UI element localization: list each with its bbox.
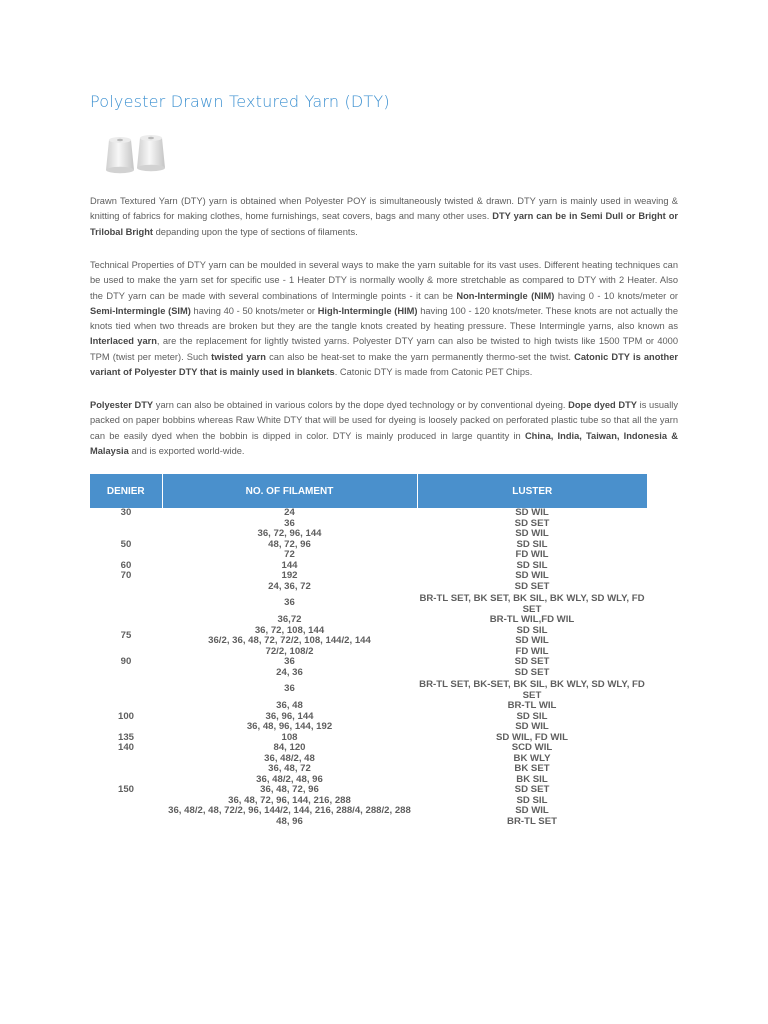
filament-cell: 108 [281,731,298,743]
luster-cell: SD WIL, FD WIL [496,731,568,743]
filament-cell: 36, 72, 96, 144 [257,528,322,539]
text-run: . Catonic DTY is made from Catonic PET Chips. [334,367,533,378]
filament-cell: 72 [284,549,295,560]
header-no-of-filament: NO. OF FILAMENT [162,474,417,508]
denier-cell: 75 [120,629,132,641]
table-row [90,582,647,593]
text-run: and is exported world-wide. [128,445,245,456]
text-run: having 40 - 50 knots/meter or [190,305,318,316]
denier-cell: 50 [120,538,132,550]
luster-cell: SD SET [514,784,550,795]
luster-cell: SD SET [514,656,550,667]
table-row [90,508,647,519]
luster-cell: FD WIL [515,645,549,657]
luster-cell: SD SIL [516,624,548,636]
luster-cell: SD SIL [516,794,548,806]
luster-cell: BR-TL WIL,FD WIL [489,614,575,625]
technical-properties-paragraph [90,258,678,380]
bold-text-run: China, India, Taiwan, Indonesia & Malaysia [90,430,678,456]
filament-cell: 36, 48, 72, 96, 144, 216, 288 [228,794,351,806]
yarn-cone-right [137,135,165,171]
intro-paragraph [90,194,678,240]
filament-cell: 84, 120 [273,742,306,753]
luster-cell: SCD WIL [511,742,553,753]
table-row [90,636,647,647]
table-row [90,722,647,733]
filament-cell: 36, 72, 108, 144 [254,624,325,636]
text-run: Technical Properties of DTY yarn can be moulded in several ways to make the yarn suitable for its vast uses. Different heating techniques can be used to make the yarn set for specific use - 1 Heater DTY is normally woolly & more stretchable as compared to DTY with 2 Heater. Also the DTY yarn can be made with several combinations of Intermingle points - it can be [90,260,678,301]
luster-cell: BR-TL WIL [507,700,557,711]
yarn-cone-left [106,137,134,173]
text-run: , are the replacement for lightly twisted yarns. Polyester DTY yarn can also be twisted to high twists like 1500 TPM or 4000 TPM (twist per meter). Such [90,336,678,362]
text-run: having 0 - 10 knots/meter or [554,290,679,301]
denier-cell: 140 [117,742,134,753]
table-row [90,529,647,540]
denier-cell: 30 [120,507,132,518]
text-run: having 100 - 120 knots/meter. These knots are not actually the knots tied when two threads are broken but they are the tangle knots created by heating pressure. These Intermingle yarns, also known as [90,305,679,332]
denier-cell: 150 [117,784,134,795]
text-run: Drawn Textured Yarn (DTY) yarn is obtained when Polyester POY is simultaneously twisted & drawn. DTY yarn is mainly used in weaving & knitting of fabrics for making clothes, home furnishings, seat covers, bags and many other uses. [90,196,678,222]
luster-cell: SD WIL [515,528,549,539]
table-row [90,806,647,817]
filament-cell: 36, 48, 96, 144, 192 [246,721,333,732]
page-title: Polyester Drawn Textured Yarn (DTY) [90,92,390,111]
table-header-row [90,474,647,508]
table-row [90,647,647,658]
header-luster: LUSTER [417,474,647,508]
bold-text-run: Non-Intermingle (NIM) [456,290,555,301]
text-run: can also be heat-set to make the yarn permanently thermo-set the twist. [265,351,575,362]
denier-cell: 135 [117,731,134,743]
text-run: depanding upon the type of sections of filaments. [153,226,358,237]
filament-cell: 72/2, 108/2 [265,645,314,657]
filament-cell: 36, 48, 72, 96 [260,784,319,795]
denier-cell: 70 [120,570,132,581]
header-denier: DENIER [90,474,162,508]
table-row [90,743,647,754]
table-row [90,817,647,828]
filament-cell: 192 [281,570,298,581]
table-row [90,550,647,561]
table-row [90,775,647,786]
luster-cell: BK SIL [516,773,548,785]
bold-text-run: Interlaced yarn [90,336,157,347]
colors-production-paragraph [90,398,678,459]
luster-cell: BK WLY [513,752,551,764]
luster-cell: SD WIL [515,570,549,581]
yarn-cones-image [104,130,168,176]
text-run: yarn can also be obtained in various colors by the dope dyed technology or by conventional dyeing. [153,400,569,410]
table-body [90,508,647,827]
table-row [90,678,647,701]
filament-cell: 36,72 [277,614,302,625]
luster-cell: SD SET [514,666,550,678]
table-row [90,561,647,572]
luster-cell: SD SIL [516,710,548,722]
filament-cell: 24, 36, 72 [268,580,311,592]
filament-cell: 24, 36 [276,666,303,678]
filament-cell: 36, 48/2, 48 [264,752,315,764]
luster-cell: BR-TL SET, BK SET, BK SIL, BK WLY, SD WLY, FD SET [419,593,645,615]
table-row [90,571,647,582]
luster-cell: SD SIL [516,538,548,550]
text-run: is usually packed on paper bobbins whereas Raw White DTY that will be used for dyeing is loosely packed on perforated plastic tube so that all the yarn can be easily dyed when the bobbin is dipped in color. DTY is mainly produced in large quantity in [90,400,678,441]
luster-cell: BR-TL SET, BK-SET, BK SIL, BK WLY, SD WLY, FD SET [419,679,645,701]
denier-cell: 100 [117,710,134,722]
filament-cell: 36, 48/2, 48, 96 [256,773,323,785]
bold-text-run: DTY yarn can be in Semi Dull or Bright or Trilobal Bright [90,211,678,237]
luster-cell: SD WIL [515,805,549,816]
luster-cell: SD WIL [515,635,549,646]
table-row [90,701,647,712]
table-row [90,712,647,723]
filament-cell: 36, 48/2, 48, 72/2, 96, 144/2, 144, 216, 288/4, 288/2, 288 [168,805,411,816]
table-row [90,519,647,530]
bold-text-run: High-Intermingle (HIM) [317,305,418,316]
dty-spec-table [90,474,647,827]
filament-cell: 36 [284,597,295,609]
table-row [90,733,647,744]
bold-text-run: Polyester DTY [90,400,154,410]
luster-cell: SD WIL [515,721,549,732]
table-row [90,764,647,775]
bold-text-run: Dope dyed DTY [568,400,637,410]
filament-cell: 36, 48, 72 [268,763,311,774]
luster-cell: SD SIL [516,559,548,571]
filament-cell: 144 [281,559,298,571]
table-row [90,540,647,551]
table-row [90,615,647,626]
filament-cell: 36, 96, 144 [265,710,314,722]
bold-text-run: Catonic DTY is another variant of Polyester DTY that is mainly used in blankets [90,351,678,378]
bold-text-run: twisted yarn [211,351,266,362]
luster-cell: BK SET [514,763,550,774]
table-row [90,785,647,796]
table-row [90,668,647,679]
luster-cell: FD WIL [515,549,549,560]
filament-cell: 36, 48 [276,700,303,711]
filament-cell: 24 [284,507,295,518]
luster-cell: SD SET [514,580,550,592]
bold-text-run: Semi-Intermingle (SIM) [90,305,191,316]
luster-cell: SD SET [514,517,550,529]
filament-cell: 36 [284,517,295,529]
luster-cell: SD WIL [515,507,549,518]
filament-cell: 48, 96 [276,815,303,827]
table-row [90,657,647,668]
denier-cell: 90 [120,656,132,667]
filament-cell: 36 [284,683,295,695]
table-row [90,592,647,615]
filament-cell: 36/2, 36, 48, 72, 72/2, 108, 144/2, 144 [208,635,371,646]
denier-cell: 60 [120,559,132,571]
table-row [90,754,647,765]
filament-cell: 48, 72, 96 [268,538,311,550]
luster-cell: BR-TL SET [507,815,557,827]
filament-cell: 36 [284,656,295,667]
